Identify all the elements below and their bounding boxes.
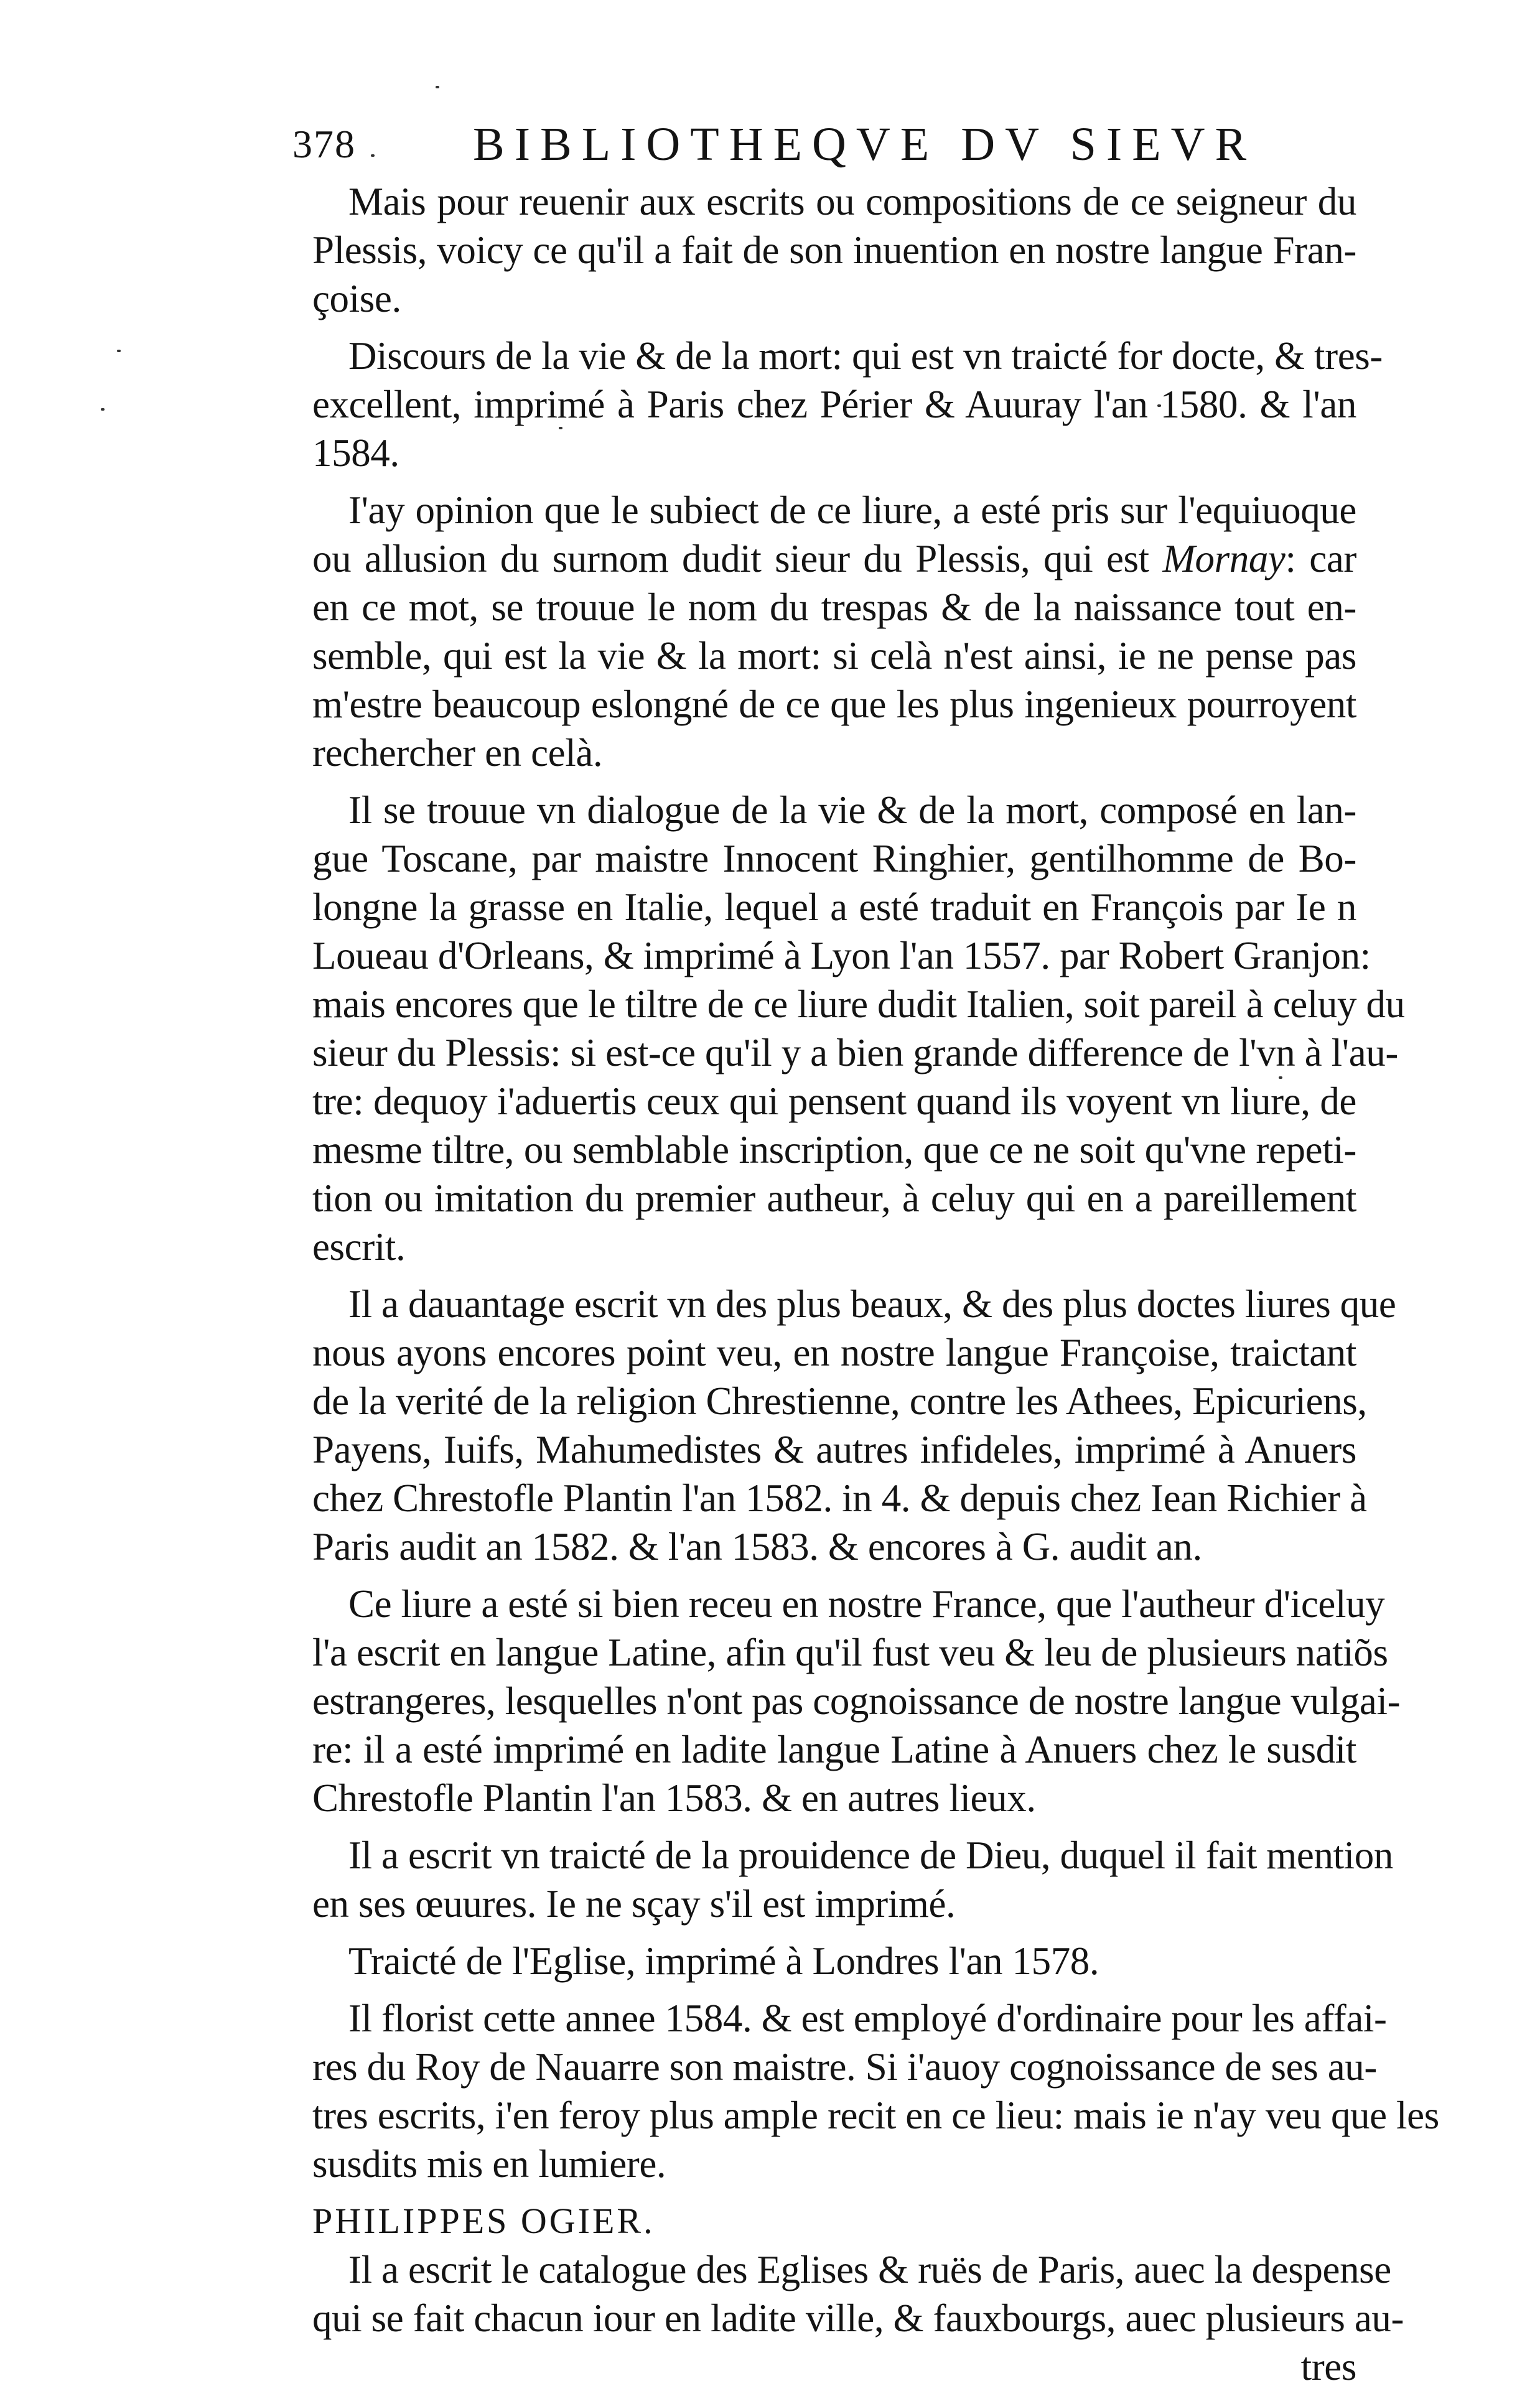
text-line: res du Roy de Nauarre son maistre. Si i'auoy cognoissance de ses au- <box>312 2045 1377 2089</box>
surname-mornay: Mornay <box>1162 537 1286 580</box>
ink-speck <box>101 408 105 411</box>
text-line: nous ayons encores point veu, en nostre langue Françoise, traictant <box>312 1331 1356 1374</box>
text-line: longne la grasse en Italie, lequel a esté traduit en François par Ie n <box>312 885 1356 929</box>
text-line: susdits mis en lumiere. <box>312 2142 666 2186</box>
text-line: tion ou imitation du premier autheur, à celuy qui en a pareillement <box>312 1177 1356 1220</box>
text-line: Il florist cette annee 1584. & est employé d'ordinaire pour les affai- <box>348 1997 1387 2040</box>
text-line: Discours de la vie & de la mort: qui est vn traicté for docte, & tres- <box>348 334 1383 378</box>
text-line: qui se fait chacun iour en ladite ville, & fauxbourgs, auec plusieurs au- <box>312 2296 1404 2340</box>
text-line: en ce mot, se trouue le nom du trespas & de la naissance tout en- <box>312 585 1356 629</box>
text-line: sieur du Plessis: si est-ce qu'il y a bien grande difference de l'vn à l'au- <box>312 1031 1398 1074</box>
running-head: BIBLIOTHEQVE DV SIEVR <box>473 118 1257 170</box>
text-line: Il a escrit vn traicté de la prouidence de Dieu, duquel il fait mention <box>348 1834 1393 1877</box>
text-line: Chrestofle Plantin l'an 1583. & en autres lieux. <box>312 1776 1036 1820</box>
text-line: Il a dauantage escrit vn des plus beaux, & des plus doctes liures que <box>348 1282 1396 1326</box>
text-line: chez Chrestofle Plantin l'an 1582. in 4. & depuis chez Iean Richier à <box>312 1476 1367 1520</box>
text-line: estrangeres, lesquelles n'ont pas cognoissance de nostre langue vulgai- <box>312 1679 1401 1723</box>
text-line: Traicté de l'Eglise, imprimé à Londres l'an 1578. <box>348 1939 1099 1983</box>
text-line: mesme tiltre, ou semblable inscription, que ce ne soit qu'vne repeti- <box>312 1128 1356 1172</box>
text-line: Plessis, voicy ce qu'il a fait de son inuention en nostre langue Fran- <box>312 228 1356 272</box>
text-line: de la verité de la religion Chrestienne, contre les Athees, Epicuriens, <box>312 1379 1367 1423</box>
text-line: Loueau d'Orleans, & imprimé à Lyon l'an 1557. par Robert Granjon: <box>312 934 1371 977</box>
text-line: tre: dequoy i'aduertis ceux qui pensent quand ils voyent vn liure, de <box>312 1079 1356 1123</box>
text-line: I'ay opinion que le subiect de ce liure, a esté pris sur l'equiuoque <box>348 488 1356 532</box>
section-heading: PHILIPPES OGIER. <box>312 2201 655 2241</box>
text-line: escrit. <box>312 1225 406 1269</box>
text-line: Ce liure a esté si bien receu en nostre France, que l'autheur d'iceluy <box>348 1582 1385 1626</box>
text-line: mais encores que le tiltre de ce liure dudit Italien, soit pareil à celuy du <box>312 982 1405 1026</box>
ink-speck <box>436 86 439 88</box>
text-line: rechercher en celà. <box>312 731 603 775</box>
text-line: Il a escrit le catalogue des Eglises & ruës de Paris, auec la despense <box>348 2248 1391 2291</box>
text-line: excellent, imprimé à Paris chez Périer & Auuray l'an 1580. & l'an <box>312 383 1356 426</box>
text-line: re: il a esté imprimé en ladite langue Latine à Anuers chez le susdit <box>312 1728 1356 1771</box>
text-line: gue Toscane, par maistre Innocent Ringhier, gentilhomme de Bo- <box>312 837 1356 880</box>
catchword: tres <box>1300 2345 1356 2389</box>
page-number: 378 <box>292 122 356 166</box>
text-line: Payens, Iuifs, Mahumedistes & autres infideles, imprimé à Anuers <box>312 1428 1356 1471</box>
main-text <box>312 177 1439 2391</box>
text-line: en ses œuures. Ie ne sçay s'il est imprimé. <box>312 1882 956 1926</box>
text-line: ou allusion du surnom dudit sieur du Plessis, qui est Mornay: car <box>312 537 1356 580</box>
text-line: çoise. <box>312 277 401 320</box>
text-line: Paris audit an 1582. & l'an 1583. & encores à G. audit an. <box>312 1525 1202 1568</box>
text-line: Mais pour reuenir aux escrits ou compositions de ce seigneur du <box>348 180 1356 223</box>
text-line: l'a escrit en langue Latine, afin qu'il fust veu & leu de plusieurs natiõs <box>312 1631 1388 1674</box>
page-header <box>292 118 1363 177</box>
text-line: semble, qui est la vie & la mort: si celà n'est ainsi, ie ne pense pas <box>312 634 1356 678</box>
text-line: 1584. <box>312 431 399 475</box>
text-line: tres escrits, i'en feroy plus ample recit en ce lieu: mais ie n'ay veu que les <box>312 2094 1439 2137</box>
text-line: Il se trouue vn dialogue de la vie & de la mort, composé en lan- <box>348 788 1356 832</box>
text-line: m'estre beaucoup eslongné de ce que les plus ingenieux pourroyent <box>312 683 1356 726</box>
ink-speck <box>117 350 121 352</box>
